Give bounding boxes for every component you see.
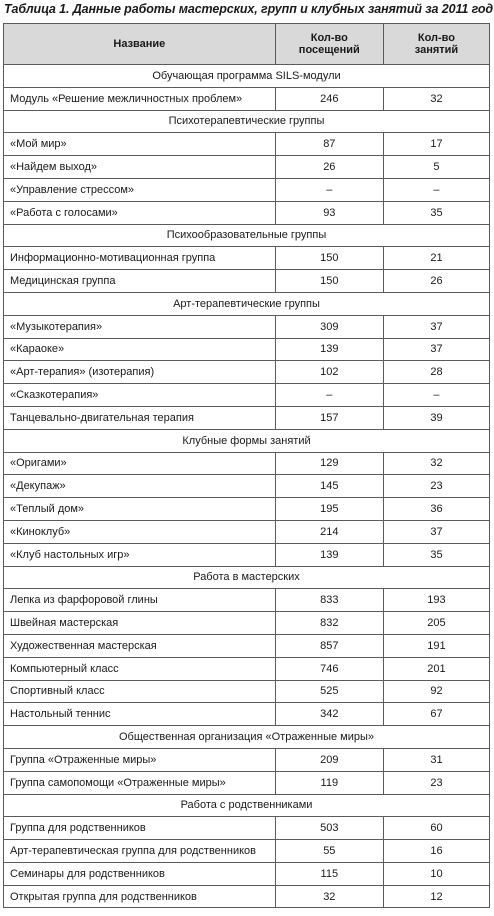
table-row xyxy=(4,338,490,361)
cell-sessions: 36 xyxy=(383,498,489,521)
cell-sessions: 17 xyxy=(383,133,489,156)
cell-visits: – xyxy=(275,384,383,407)
cell-name: Группа для родственников xyxy=(4,817,276,840)
cell-visits: 746 xyxy=(275,657,383,680)
cell-sessions: 10 xyxy=(383,862,489,885)
table-row xyxy=(4,771,490,794)
cell-name: Группа «Отраженные миры» xyxy=(4,748,276,771)
cell-sessions: 92 xyxy=(383,680,489,703)
section-row xyxy=(4,566,490,589)
cell-sessions: 201 xyxy=(383,657,489,680)
table-body xyxy=(4,65,490,908)
table-row xyxy=(4,680,490,703)
cell-name: Компьютерный класс xyxy=(4,657,276,680)
cell-name: «Мой мир» xyxy=(4,133,276,156)
cell-name: Информационно-мотивационная группа xyxy=(4,247,276,270)
cell-name: Спортивный класс xyxy=(4,680,276,703)
cell-visits: 93 xyxy=(275,201,383,224)
table-row xyxy=(4,817,490,840)
table-row xyxy=(4,634,490,657)
table-row xyxy=(4,133,490,156)
cell-sessions: 31 xyxy=(383,748,489,771)
cell-visits: 55 xyxy=(275,840,383,863)
cell-name: Семинары для родственников xyxy=(4,862,276,885)
cell-visits: 309 xyxy=(275,315,383,338)
cell-visits: 139 xyxy=(275,338,383,361)
table-row xyxy=(4,543,490,566)
header-visits-line1: Кол-во xyxy=(310,32,348,44)
cell-sessions: 193 xyxy=(383,589,489,612)
table-row xyxy=(4,862,490,885)
table-caption: Таблица 1. Данные работы мастерских, групп и клубных занятий за 2011 год xyxy=(4,2,494,16)
table-row xyxy=(4,475,490,498)
cell-name: «Клуб настольных игр» xyxy=(4,543,276,566)
cell-sessions: – xyxy=(383,178,489,201)
header-sessions-line1: Кол-во xyxy=(417,32,456,44)
cell-sessions: 39 xyxy=(383,406,489,429)
section-row xyxy=(4,292,490,315)
cell-name: Швейная мастерская xyxy=(4,612,276,635)
table-header-row xyxy=(4,24,490,65)
cell-sessions: 23 xyxy=(383,771,489,794)
cell-visits: 150 xyxy=(275,247,383,270)
section-title: Арт-терапевтические группы xyxy=(4,292,490,315)
cell-name: Танцевально-двигательная терапия xyxy=(4,406,276,429)
cell-name: «Киноклуб» xyxy=(4,520,276,543)
cell-sessions: 205 xyxy=(383,612,489,635)
header-sessions-line2: занятий xyxy=(414,44,459,56)
table-row xyxy=(4,840,490,863)
cell-visits: 833 xyxy=(275,589,383,612)
cell-name: Художественная мастерская xyxy=(4,634,276,657)
cell-sessions: 191 xyxy=(383,634,489,657)
table-row xyxy=(4,452,490,475)
cell-name: Открытая группа для родственников xyxy=(4,885,276,908)
table-row xyxy=(4,748,490,771)
cell-visits: 246 xyxy=(275,87,383,110)
cell-sessions: 37 xyxy=(383,315,489,338)
data-table xyxy=(3,23,490,908)
table-row xyxy=(4,87,490,110)
cell-name: Группа самопомощи «Отраженные миры» xyxy=(4,771,276,794)
cell-visits: 145 xyxy=(275,475,383,498)
cell-visits: 32 xyxy=(275,885,383,908)
cell-visits: 119 xyxy=(275,771,383,794)
cell-name: «Сказкотерапия» xyxy=(4,384,276,407)
cell-visits: 129 xyxy=(275,452,383,475)
cell-name: «Управление стрессом» xyxy=(4,178,276,201)
section-title: Работа с родственниками xyxy=(4,794,490,817)
section-row xyxy=(4,224,490,247)
cell-name: «Декупаж» xyxy=(4,475,276,498)
cell-sessions: 16 xyxy=(383,840,489,863)
table-row xyxy=(4,361,490,384)
section-title: Общественная организация «Отраженные миры» xyxy=(4,726,490,749)
table-row xyxy=(4,520,490,543)
cell-sessions: – xyxy=(383,384,489,407)
cell-sessions: 35 xyxy=(383,543,489,566)
table-row xyxy=(4,703,490,726)
section-row xyxy=(4,429,490,452)
cell-sessions: 5 xyxy=(383,156,489,179)
section-row xyxy=(4,794,490,817)
cell-name: «Музыкотерапия» xyxy=(4,315,276,338)
cell-name: «Караоке» xyxy=(4,338,276,361)
cell-sessions: 60 xyxy=(383,817,489,840)
cell-visits: 832 xyxy=(275,612,383,635)
cell-sessions: 23 xyxy=(383,475,489,498)
table-row xyxy=(4,201,490,224)
cell-visits: 115 xyxy=(275,862,383,885)
cell-visits: – xyxy=(275,178,383,201)
cell-visits: 26 xyxy=(275,156,383,179)
header-name: Название xyxy=(4,24,276,65)
cell-sessions: 21 xyxy=(383,247,489,270)
table-row xyxy=(4,657,490,680)
table-row xyxy=(4,612,490,635)
cell-name: Лепка из фарфоровой глины xyxy=(4,589,276,612)
cell-name: «Работа с голосами» xyxy=(4,201,276,224)
cell-name: «Теплый дом» xyxy=(4,498,276,521)
cell-sessions: 35 xyxy=(383,201,489,224)
cell-sessions: 37 xyxy=(383,520,489,543)
cell-sessions: 28 xyxy=(383,361,489,384)
header-visits-line2: посещений xyxy=(298,44,360,56)
cell-visits: 157 xyxy=(275,406,383,429)
table-row xyxy=(4,498,490,521)
cell-name: Настольный теннис xyxy=(4,703,276,726)
section-row xyxy=(4,65,490,88)
cell-sessions: 32 xyxy=(383,87,489,110)
table-row xyxy=(4,384,490,407)
cell-sessions: 67 xyxy=(383,703,489,726)
table-row xyxy=(4,315,490,338)
cell-visits: 209 xyxy=(275,748,383,771)
cell-visits: 139 xyxy=(275,543,383,566)
section-title: Работа в мастерских xyxy=(4,566,490,589)
cell-visits: 87 xyxy=(275,133,383,156)
cell-sessions: 12 xyxy=(383,885,489,908)
cell-name: «Оригами» xyxy=(4,452,276,475)
table-row xyxy=(4,589,490,612)
section-title: Психотерапевтические группы xyxy=(4,110,490,133)
table-row xyxy=(4,178,490,201)
header-sessions xyxy=(383,24,489,65)
cell-sessions: 32 xyxy=(383,452,489,475)
cell-name: Модуль «Решение межличностных проблем» xyxy=(4,87,276,110)
cell-name: Арт-терапевтическая группа для родственников xyxy=(4,840,276,863)
cell-visits: 195 xyxy=(275,498,383,521)
cell-visits: 214 xyxy=(275,520,383,543)
table-row xyxy=(4,156,490,179)
table-row xyxy=(4,885,490,908)
table-row xyxy=(4,406,490,429)
cell-visits: 503 xyxy=(275,817,383,840)
cell-visits: 102 xyxy=(275,361,383,384)
table-row xyxy=(4,270,490,293)
cell-sessions: 26 xyxy=(383,270,489,293)
table-row xyxy=(4,247,490,270)
section-row xyxy=(4,726,490,749)
section-title: Психообразовательные группы xyxy=(4,224,490,247)
cell-name: «Найдем выход» xyxy=(4,156,276,179)
section-title: Клубные формы занятий xyxy=(4,429,490,452)
cell-visits: 342 xyxy=(275,703,383,726)
section-row xyxy=(4,110,490,133)
cell-name: Медицинская группа xyxy=(4,270,276,293)
cell-sessions: 37 xyxy=(383,338,489,361)
cell-visits: 150 xyxy=(275,270,383,293)
cell-name: «Арт-терапия» (изотерапия) xyxy=(4,361,276,384)
header-visits xyxy=(275,24,383,65)
section-title: Обучающая программа SILS-модули xyxy=(4,65,490,88)
cell-visits: 525 xyxy=(275,680,383,703)
cell-visits: 857 xyxy=(275,634,383,657)
